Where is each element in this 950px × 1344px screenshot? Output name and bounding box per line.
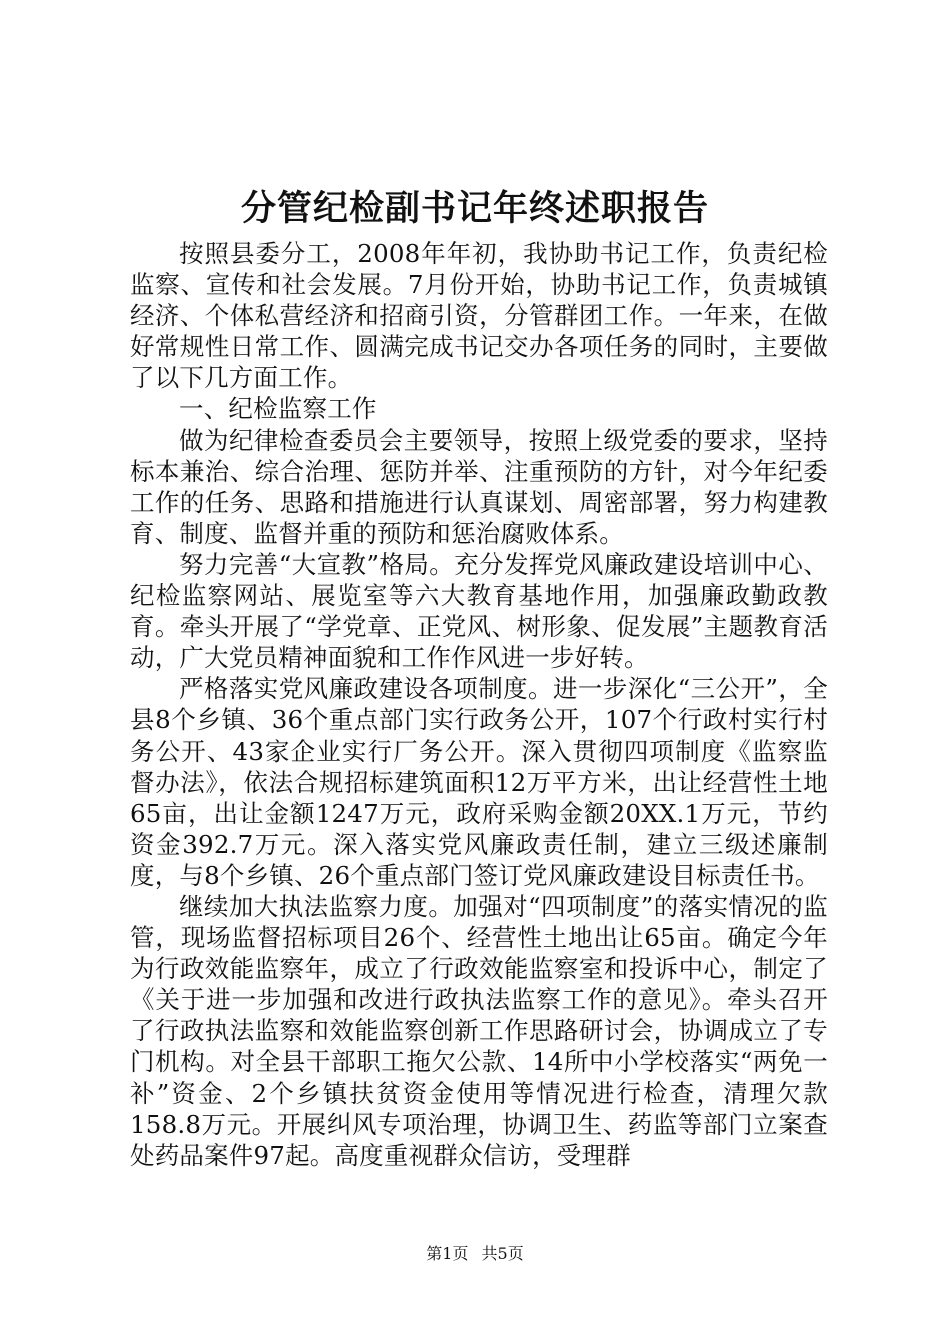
page-footer [0, 1243, 950, 1265]
paragraph-system-implementation: 严格落实党风廉政建设各项制度。进一步深化“三公开”，全县8个乡镇、36个重点部门实行政务公开，107个行政村实行村务公开、43家企业实行厂务公开。深入贯彻四项制度《监察监督办法》，依法合规招标建筑面积12万平方米，出让经营性土地65亩，出让金额1247万元，政府采购金额20XX.1万元，节约资金392.7万元。深入落实党风廉政责任制，建立三级述廉制度，与8个乡镇、26个重点部门签订党风廉政建设目标责任书。 [130, 674, 828, 890]
section-heading-1: 一、纪检监察工作 [179, 394, 377, 424]
paragraph-enforcement: 继续加大执法监察力度。加强对“四项制度”的落实情况的监管，现场监督招标项目26个、经营性土地出让65亩。确定今年为行政效能监察年，成立了行政效能监察室和投诉中心，制定了《关于进一步加强和改进行政执法监察工作的意见》。牵头召开了行政执法监察和效能监察创新工作思路研讨会，协调成立了专门机构。对全县干部职工拖欠公款、14所中小学校落实“两免一补”资金、2个乡镇扶贫资金使用等情况进行检查，清理欠款158.8万元。开展纠风专项治理，协调卫生、药监等部门立案查处药品案件97起。高度重视群众信访，受理群 [130, 891, 828, 1170]
page-total: 共5页 [481, 1244, 524, 1263]
paragraph-intro: 按照县委分工，2008年年初，我协助书记工作，负责纪检监察、宣传和社会发展。7月份开始，协助书记工作，负责城镇经济、个体私营经济和招商引资，分管群团工作。一年来，在做好常规性日常工作、圆满完成书记交办各项任务的同时，主要做了以下几方面工作。 [130, 239, 828, 393]
page-number: 第1页 [426, 1244, 469, 1263]
paragraph-discipline-overview: 做为纪律检查委员会主要领导，按照上级党委的要求，坚持标本兼治、综合治理、惩防并举、注重预防的方针，对今年纪委工作的任务、思路和措施进行认真谋划、周密部署，努力构建教育、制度、监督并重的预防和惩治腐败体系。 [130, 425, 828, 548]
document-title: 分管纪检副书记年终述职报告 [240, 188, 709, 229]
paragraph-education: 努力完善“大宣教”格局。充分发挥党风廉政建设培训中心、纪检监察网站、展览室等六大教育基地作用，加强廉政勤政教育。牵头开展了“学党章、正党风、树形象、促发展”主题教育活动，广大党员精神面貌和工作作风进一步好转。 [130, 549, 828, 673]
document-body [130, 238, 828, 1171]
